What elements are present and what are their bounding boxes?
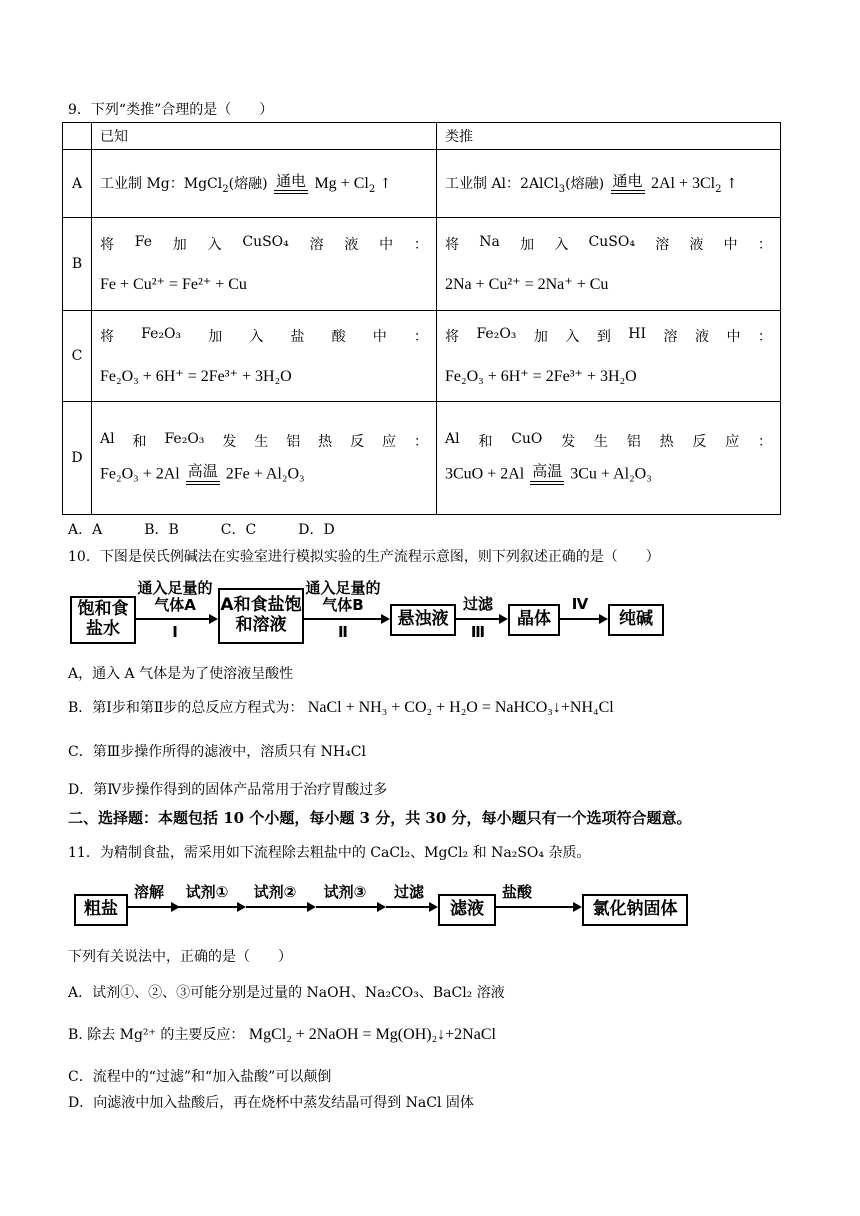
flow-arrow: [494, 906, 574, 908]
q10-option-a: A，通入 A 气体是为了使溶液呈酸性: [68, 666, 294, 682]
arrowhead-icon: [209, 614, 218, 624]
row-c-known: [92, 311, 437, 402]
cell-word: 将: [445, 329, 459, 345]
a-analog-condition: 通电: [611, 174, 645, 194]
cell-word: 液: [689, 237, 704, 253]
cell-word: 铝: [286, 434, 301, 450]
q9-options: A．A B．B C．C D．D: [68, 522, 335, 538]
a-analog-mid: (熔融): [565, 175, 605, 192]
flow-box-brine: 饱和食盐水: [70, 596, 136, 644]
table-row: [63, 150, 781, 218]
q11-option-b-equation: MgCl₂ + 2NaOH = Mg(OH)₂↓+2NaCl: [248, 1026, 496, 1043]
flow-label-step-3: Ⅲ: [470, 623, 486, 641]
q10-option-b-text: B．第Ⅰ步和第Ⅱ步的总反应方程式为：: [68, 700, 304, 716]
cell-word: 铝: [626, 434, 641, 450]
arrowhead-icon: [499, 614, 508, 624]
cell-word: 中: [372, 329, 387, 345]
cell-word: Na: [479, 234, 500, 250]
a-analog-tail: 2Al + 3Cl: [650, 174, 716, 192]
c-analog-equation: Fe₂O₃ + 6H⁺ = 2Fe³⁺ + 3H₂O: [445, 368, 637, 385]
cell-word: 反: [350, 434, 365, 450]
b-analog-text: [445, 234, 772, 254]
a-known-mid: (熔融): [228, 175, 268, 192]
cell-word: 发: [222, 434, 237, 450]
q11-ask: 下列有关说法中，正确的是（ ）: [68, 949, 292, 965]
flow-label-filter: 过滤: [462, 595, 493, 613]
d-known-equation: [100, 465, 428, 485]
cell-word: 入: [565, 329, 580, 345]
cell-word: ：: [757, 329, 772, 345]
a-known-tail: Mg + Cl: [314, 174, 369, 192]
d-analog-equation: [445, 465, 772, 485]
row-b-analog: [437, 218, 781, 311]
cell-word: 加: [533, 329, 548, 345]
cell-word: ：: [413, 329, 428, 345]
flow-label-gas-a: 通入足量的气体A: [137, 579, 213, 615]
cell-word: 溶: [663, 329, 678, 345]
flow-box-soda: 纯碱: [608, 604, 664, 636]
flow-arrow: [316, 906, 378, 908]
cell-word: CuSO₄: [242, 234, 289, 250]
cell-word: 溶: [655, 237, 670, 253]
cell-word: 中: [379, 237, 394, 253]
cell-word: 加: [172, 237, 187, 253]
c-known-text: [100, 326, 428, 346]
cell-word: 生: [254, 434, 269, 450]
a-known-prefix: 工业制 Mg：MgCl: [100, 175, 223, 192]
flow-box-nacl-solid: 氯化钠固体: [582, 894, 688, 926]
cell-word: 将: [100, 237, 114, 253]
row-d-analog: [437, 402, 781, 515]
header-known: 已知: [92, 123, 437, 150]
d-analog-left: 3CuO + 2Al: [445, 465, 525, 483]
arrowhead-icon: [573, 902, 582, 912]
flow-label-reagent-2: 试剂②: [253, 883, 297, 901]
flow-box-crystal: 晶体: [508, 604, 560, 636]
q11-option-d: D．向滤液中加入盐酸后，再在烧杯中蒸发结晶可得到 NaCl 固体: [68, 1095, 474, 1111]
flow-arrow: [246, 906, 308, 908]
flow-box-a-solution: A和食盐饱和溶液: [218, 588, 304, 644]
cell-word: ：: [413, 237, 428, 253]
cell-word: 将: [445, 237, 459, 253]
q11-flowchart: [68, 880, 708, 930]
cell-word: Fe₂O₃: [141, 326, 182, 342]
flow-box-filtrate: 滤液: [438, 894, 496, 926]
cell-word: 热: [318, 434, 333, 450]
row-b-known: [92, 218, 437, 311]
header-analog: 类推: [437, 123, 781, 150]
flow-label-dissolve: 溶解: [133, 883, 164, 901]
c-analog-text: [445, 326, 772, 346]
cell-word: ：: [757, 434, 772, 450]
flow-arrow: [178, 906, 238, 908]
q10-option-b: [68, 697, 614, 717]
cell-word: 生: [594, 434, 608, 450]
d-known-text: [100, 431, 428, 451]
arrowhead-icon: [377, 902, 386, 912]
cell-word: CuSO₄: [588, 234, 635, 250]
flow-arrow: [134, 618, 210, 620]
cell-word: Al: [445, 431, 460, 447]
flow-box-crude-salt: 粗盐: [74, 894, 128, 926]
q9-table: [62, 122, 781, 515]
q11-stem: 11．为精制食盐，需采用如下流程除去粗盐中的 CaCl₂、MgCl₂ 和 Na₂SO₄ 杂质。: [68, 845, 591, 861]
cell-word: 应: [725, 434, 740, 450]
flow-label-step-1: Ⅰ: [172, 623, 178, 641]
flow-label-reagent-1: 试剂①: [185, 883, 229, 901]
cell-word: 和: [132, 434, 147, 450]
cell-word: 入: [249, 329, 264, 345]
q10-option-b-equation: NaCl + NH₃ + CO₂ + H₂O = NaHCO₃↓+NH₄Cl: [307, 699, 614, 716]
flow-label-reagent-3: 试剂③: [323, 883, 367, 901]
cell-word: Fe₂O₃: [476, 326, 517, 342]
q10-option-c: C．第Ⅲ步操作所得的滤液中，溶质只有 NH₄Cl: [68, 744, 366, 760]
arrowhead-icon: [429, 902, 438, 912]
row-label: D: [63, 402, 92, 515]
arrowhead-icon: [599, 614, 608, 624]
cell-word: 反: [692, 434, 707, 450]
b-known-text: [100, 234, 428, 254]
flow-label-step-2: Ⅱ: [338, 623, 348, 641]
b-known-equation: Fe + Cu²⁺ = Fe²⁺ + Cu: [100, 276, 247, 293]
cell-word: 加: [208, 329, 223, 345]
cell-word: 液: [344, 237, 359, 253]
cell-word: 和: [478, 434, 493, 450]
flow-label-filter: 过滤: [393, 883, 424, 901]
flow-arrow: [386, 906, 430, 908]
flow-arrow: [126, 906, 172, 908]
flow-label-gas-b: 通入足量的气体B: [305, 579, 381, 615]
row-label: C: [63, 311, 92, 402]
cell-word: 盐: [290, 329, 305, 345]
cell-word: 加: [520, 237, 535, 253]
q11-option-b-text: B. 除去 Mg²⁺ 的主要反应：: [68, 1027, 245, 1043]
q11-option-a: A．试剂①、②、③可能分别是过量的 NaOH、Na₂CO₃、BaCl₂ 溶液: [68, 985, 505, 1001]
table-row: [63, 311, 781, 402]
cell-word: HI: [628, 326, 647, 342]
cell-word: ：: [413, 434, 428, 450]
cell-word: Fe: [134, 234, 153, 250]
cell-word: ：: [757, 237, 772, 253]
cell-word: Fe₂O₃: [164, 431, 205, 447]
cell-word: Al: [100, 431, 115, 447]
cell-word: 入: [554, 237, 569, 253]
q11-option-b: [68, 1024, 496, 1044]
d-known-right: 2Fe + Al₂O₃: [225, 465, 305, 483]
row-label: A: [63, 150, 92, 218]
q10-stem: 10．下图是侯氏例碱法在实验室进行模拟实验的生产流程示意图，则下列叙述正确的是（ ）: [68, 549, 660, 565]
cell-word: 液: [694, 329, 709, 345]
q10-option-d: D．第Ⅳ步操作得到的固体产品常用于治疗胃酸过多: [68, 782, 388, 798]
cell-word: 酸: [331, 329, 346, 345]
table-row: [63, 402, 781, 515]
d-analog-right: 3Cu + Al₂O₃: [570, 465, 652, 483]
cell-word: 溶: [309, 237, 324, 253]
cell-word: 将: [100, 329, 114, 345]
q11-option-c: C．流程中的“过滤”和“加入盐酸”可以颠倒: [68, 1069, 332, 1085]
row-c-analog: [437, 311, 781, 402]
a-known-condition: 通电: [274, 174, 308, 194]
cell-word: 中: [723, 237, 738, 253]
arrowhead-icon: [381, 614, 390, 624]
q10-flowchart: [68, 578, 668, 650]
cell-word: 中: [726, 329, 741, 345]
flow-arrow: [558, 618, 600, 620]
table-corner: [63, 123, 92, 150]
c-known-equation: Fe₂O₃ + 6H⁺ = 2Fe³⁺ + 3H₂O: [100, 368, 292, 385]
arrowhead-icon: [237, 902, 246, 912]
cell-word: 到: [596, 329, 611, 345]
d-analog-text: [445, 431, 772, 451]
row-a-known: 工业制 Mg：MgCl$_2$(熔融) 通电 $Mg + Cl_2$ ↑: [92, 150, 437, 218]
flow-label-step-4: Ⅳ: [571, 595, 589, 613]
cell-word: 应: [382, 434, 397, 450]
cell-word: 发: [561, 434, 576, 450]
arrowhead-icon: [307, 902, 316, 912]
flow-arrow: [454, 618, 500, 620]
row-a-analog: 工业制 Al：2AlCl$_3$(熔融) 通电 $2Al + 3Cl_2$ ↑: [437, 150, 781, 218]
a-analog-prefix: 工业制 Al：2AlCl: [445, 175, 559, 192]
q9-stem: 9．下列“类推”合理的是（ ）: [68, 102, 274, 118]
d-analog-condition: 高温: [530, 465, 564, 485]
row-label: B: [63, 218, 92, 311]
flow-arrow: [302, 618, 382, 620]
cell-word: CuO: [511, 431, 543, 447]
d-known-left: Fe₂O₃ + 2Al: [100, 465, 180, 483]
d-known-condition: 高温: [186, 465, 220, 485]
flow-label-hcl: 盐酸: [501, 883, 532, 901]
section-heading: 二、选择题：本题包括 10 个小题，每小题 3 分，共 30 分，每小题只有一个选项符合题意。: [68, 809, 692, 827]
table-row: [63, 218, 781, 311]
cell-word: 热: [659, 434, 674, 450]
row-d-known: [92, 402, 437, 515]
flow-box-suspension: 悬浊液: [390, 604, 456, 636]
cell-word: 入: [207, 237, 222, 253]
b-analog-equation: 2Na + Cu²⁺ = 2Na⁺ + Cu: [445, 276, 609, 293]
